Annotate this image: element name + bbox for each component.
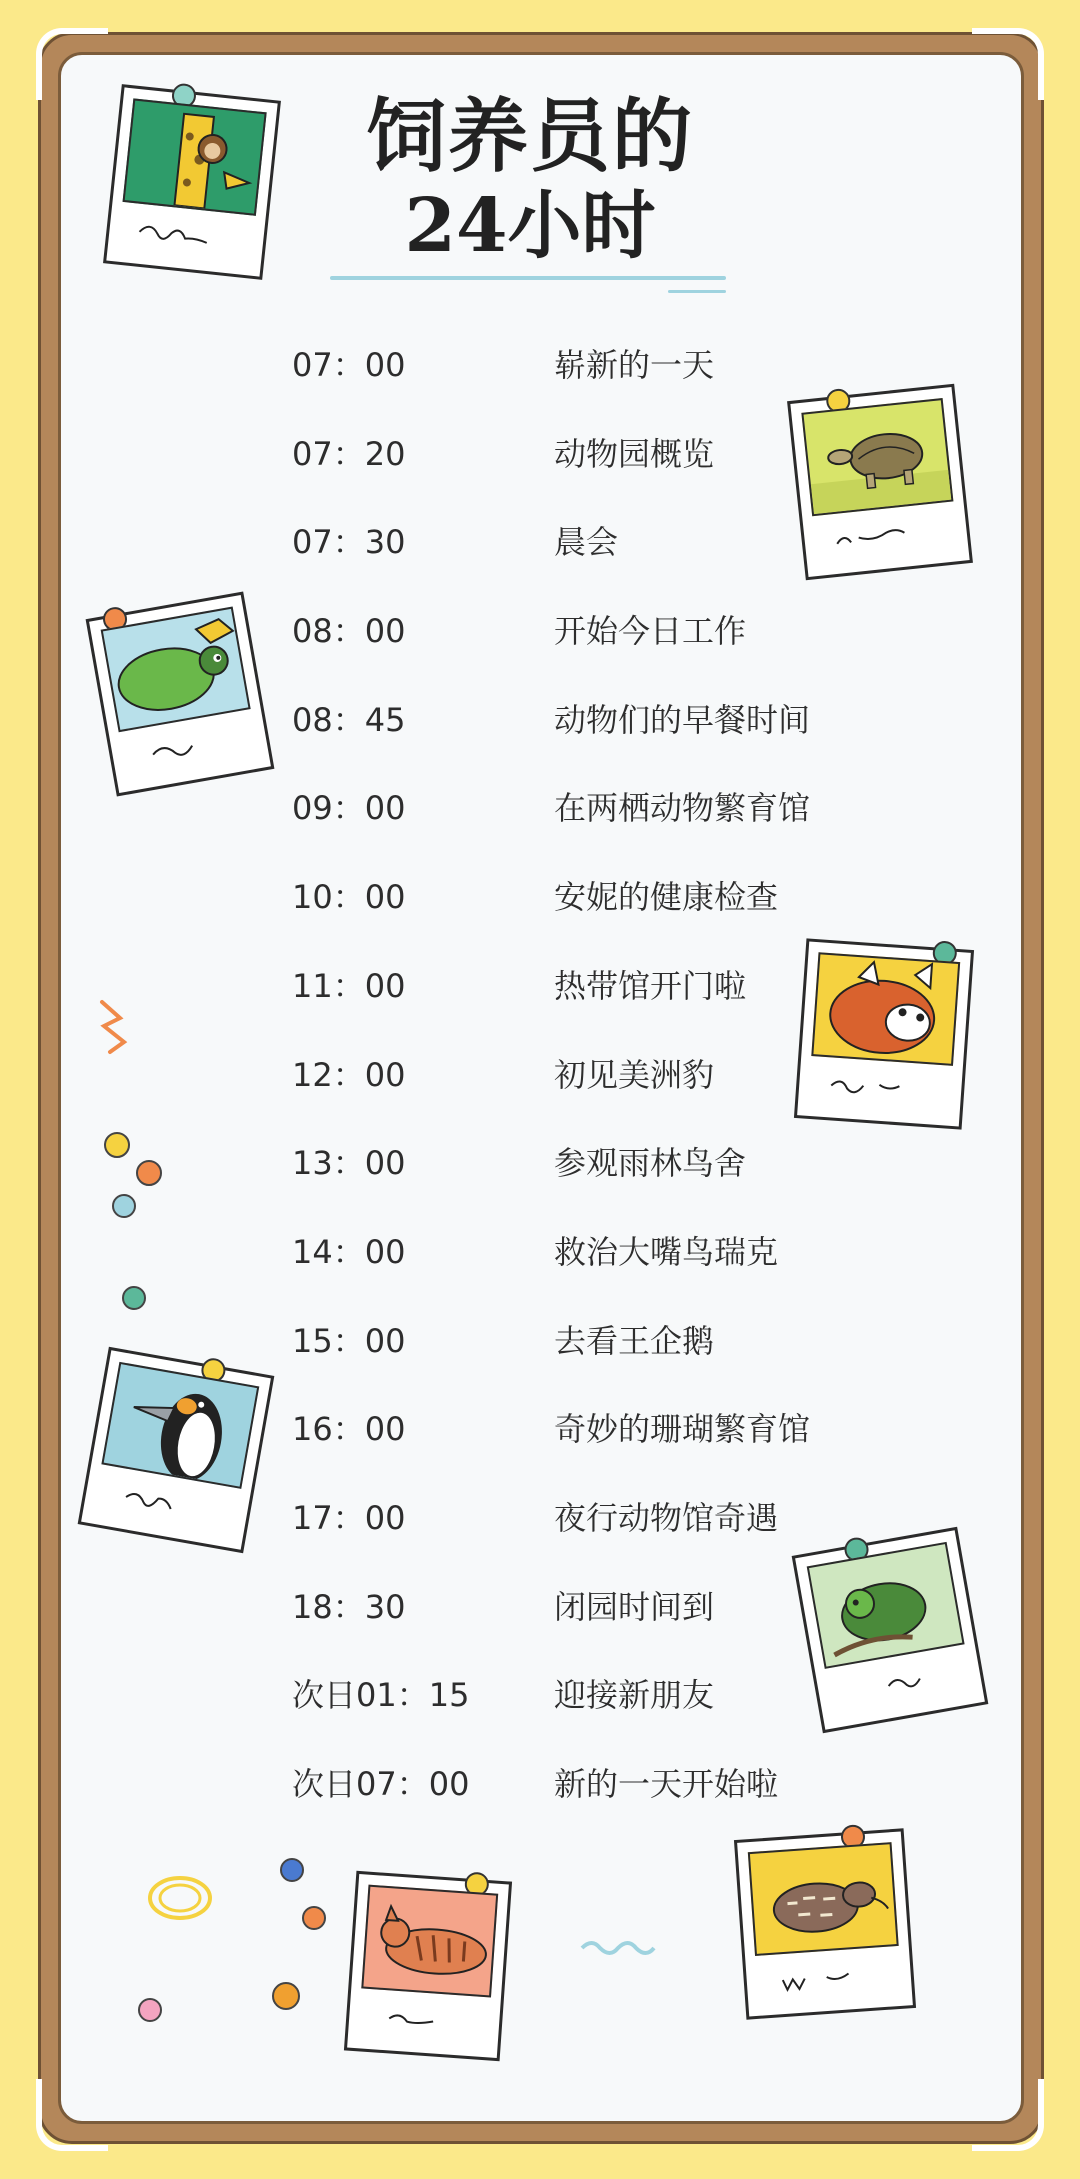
schedule-event: 参观雨林鸟舍 bbox=[554, 1144, 747, 1183]
schedule-time: 11：00 bbox=[292, 966, 406, 1005]
schedule-event: 初见美洲豹 bbox=[554, 1055, 715, 1094]
schedule-event: 热带馆开门啦 bbox=[554, 966, 747, 1005]
corner-bracket-top-right bbox=[972, 28, 1044, 100]
schedule-time: 09：00 bbox=[292, 789, 406, 828]
schedule-time: 12：00 bbox=[292, 1055, 406, 1094]
decor-dot bbox=[272, 1982, 300, 2010]
schedule-time: 07：20 bbox=[292, 434, 406, 473]
schedule-event: 动物们的早餐时间 bbox=[554, 700, 811, 739]
schedule-time: 07：30 bbox=[292, 523, 406, 562]
title-underline-accent bbox=[668, 290, 726, 293]
decor-dot bbox=[122, 1286, 146, 1310]
corner-bracket-bottom-left bbox=[36, 2079, 108, 2151]
tapir-photo-icon bbox=[734, 1828, 916, 2019]
giraffe-monkey-photo-icon bbox=[103, 84, 281, 280]
schedule-row bbox=[292, 858, 892, 947]
decor-dot bbox=[280, 1858, 304, 1882]
schedule-time: 18：30 bbox=[292, 1587, 406, 1626]
red-panda-photo-icon bbox=[794, 938, 974, 1129]
schedule-event: 奇妙的珊瑚繁育馆 bbox=[554, 1410, 811, 1449]
schedule-event: 在两栖动物繁育馆 bbox=[554, 789, 811, 828]
schedule-time: 08：00 bbox=[292, 612, 406, 651]
decor-dot bbox=[112, 1194, 136, 1218]
schedule-time: 10：00 bbox=[292, 878, 406, 917]
schedule-event: 去看王企鹅 bbox=[554, 1321, 715, 1360]
orange-zigzag-icon bbox=[92, 996, 136, 1066]
schedule-time: 13：00 bbox=[292, 1144, 406, 1183]
schedule-event: 晨会 bbox=[554, 523, 619, 562]
decor-dot bbox=[138, 1998, 162, 2022]
schedule-row bbox=[292, 681, 892, 770]
schedule-row bbox=[292, 1390, 892, 1479]
parrot-photo-icon bbox=[86, 591, 275, 796]
schedule-time: 08：45 bbox=[292, 700, 406, 739]
schedule-event: 迎接新朋友 bbox=[554, 1676, 715, 1715]
corner-bracket-top-left bbox=[36, 28, 108, 100]
penguin-photo-icon bbox=[78, 1347, 275, 1553]
schedule-event: 动物园概览 bbox=[554, 434, 715, 473]
schedule-event: 闭园时间到 bbox=[554, 1587, 715, 1626]
decor-dot bbox=[302, 1906, 326, 1930]
tortoise-photo-icon bbox=[787, 384, 973, 581]
page-title bbox=[300, 88, 760, 274]
schedule-time: 次日01：15 bbox=[292, 1676, 470, 1715]
blue-wave-icon bbox=[578, 1930, 668, 1960]
schedule-row bbox=[292, 1302, 892, 1391]
schedule-time: 次日07：00 bbox=[292, 1765, 470, 1803]
title-underline bbox=[330, 276, 726, 280]
schedule-event: 崭新的一天 bbox=[554, 346, 715, 384]
title-line-1: 饲养员的 bbox=[366, 89, 694, 183]
title-line-2: 24小时 bbox=[404, 183, 656, 269]
schedule-event: 开始今日工作 bbox=[554, 612, 747, 651]
schedule-row bbox=[292, 769, 892, 858]
schedule-row bbox=[292, 1656, 892, 1745]
schedule-event: 救治大嘴鸟瑞克 bbox=[554, 1232, 779, 1271]
schedule-row bbox=[292, 1213, 892, 1302]
schedule-event: 新的一天开始啦 bbox=[554, 1765, 779, 1803]
yellow-scribble-icon bbox=[140, 1868, 220, 1928]
schedule-time: 15：00 bbox=[292, 1321, 406, 1360]
schedule-row bbox=[292, 592, 892, 681]
schedule-time: 16：00 bbox=[292, 1410, 406, 1449]
schedule-time: 17：00 bbox=[292, 1498, 406, 1537]
decor-dot bbox=[136, 1160, 162, 1186]
schedule-event: 安妮的健康检查 bbox=[554, 878, 779, 917]
decor-dot bbox=[104, 1132, 130, 1158]
wildcat-photo-icon bbox=[344, 1871, 512, 2061]
schedule-row bbox=[292, 1124, 892, 1213]
schedule-time: 07：00 bbox=[292, 346, 406, 384]
schedule-row bbox=[292, 1745, 892, 1834]
schedule-event: 夜行动物馆奇遇 bbox=[554, 1498, 779, 1537]
schedule-time: 14：00 bbox=[292, 1232, 406, 1271]
green-bird-photo-icon bbox=[792, 1527, 989, 1733]
corner-bracket-bottom-right bbox=[972, 2079, 1044, 2151]
